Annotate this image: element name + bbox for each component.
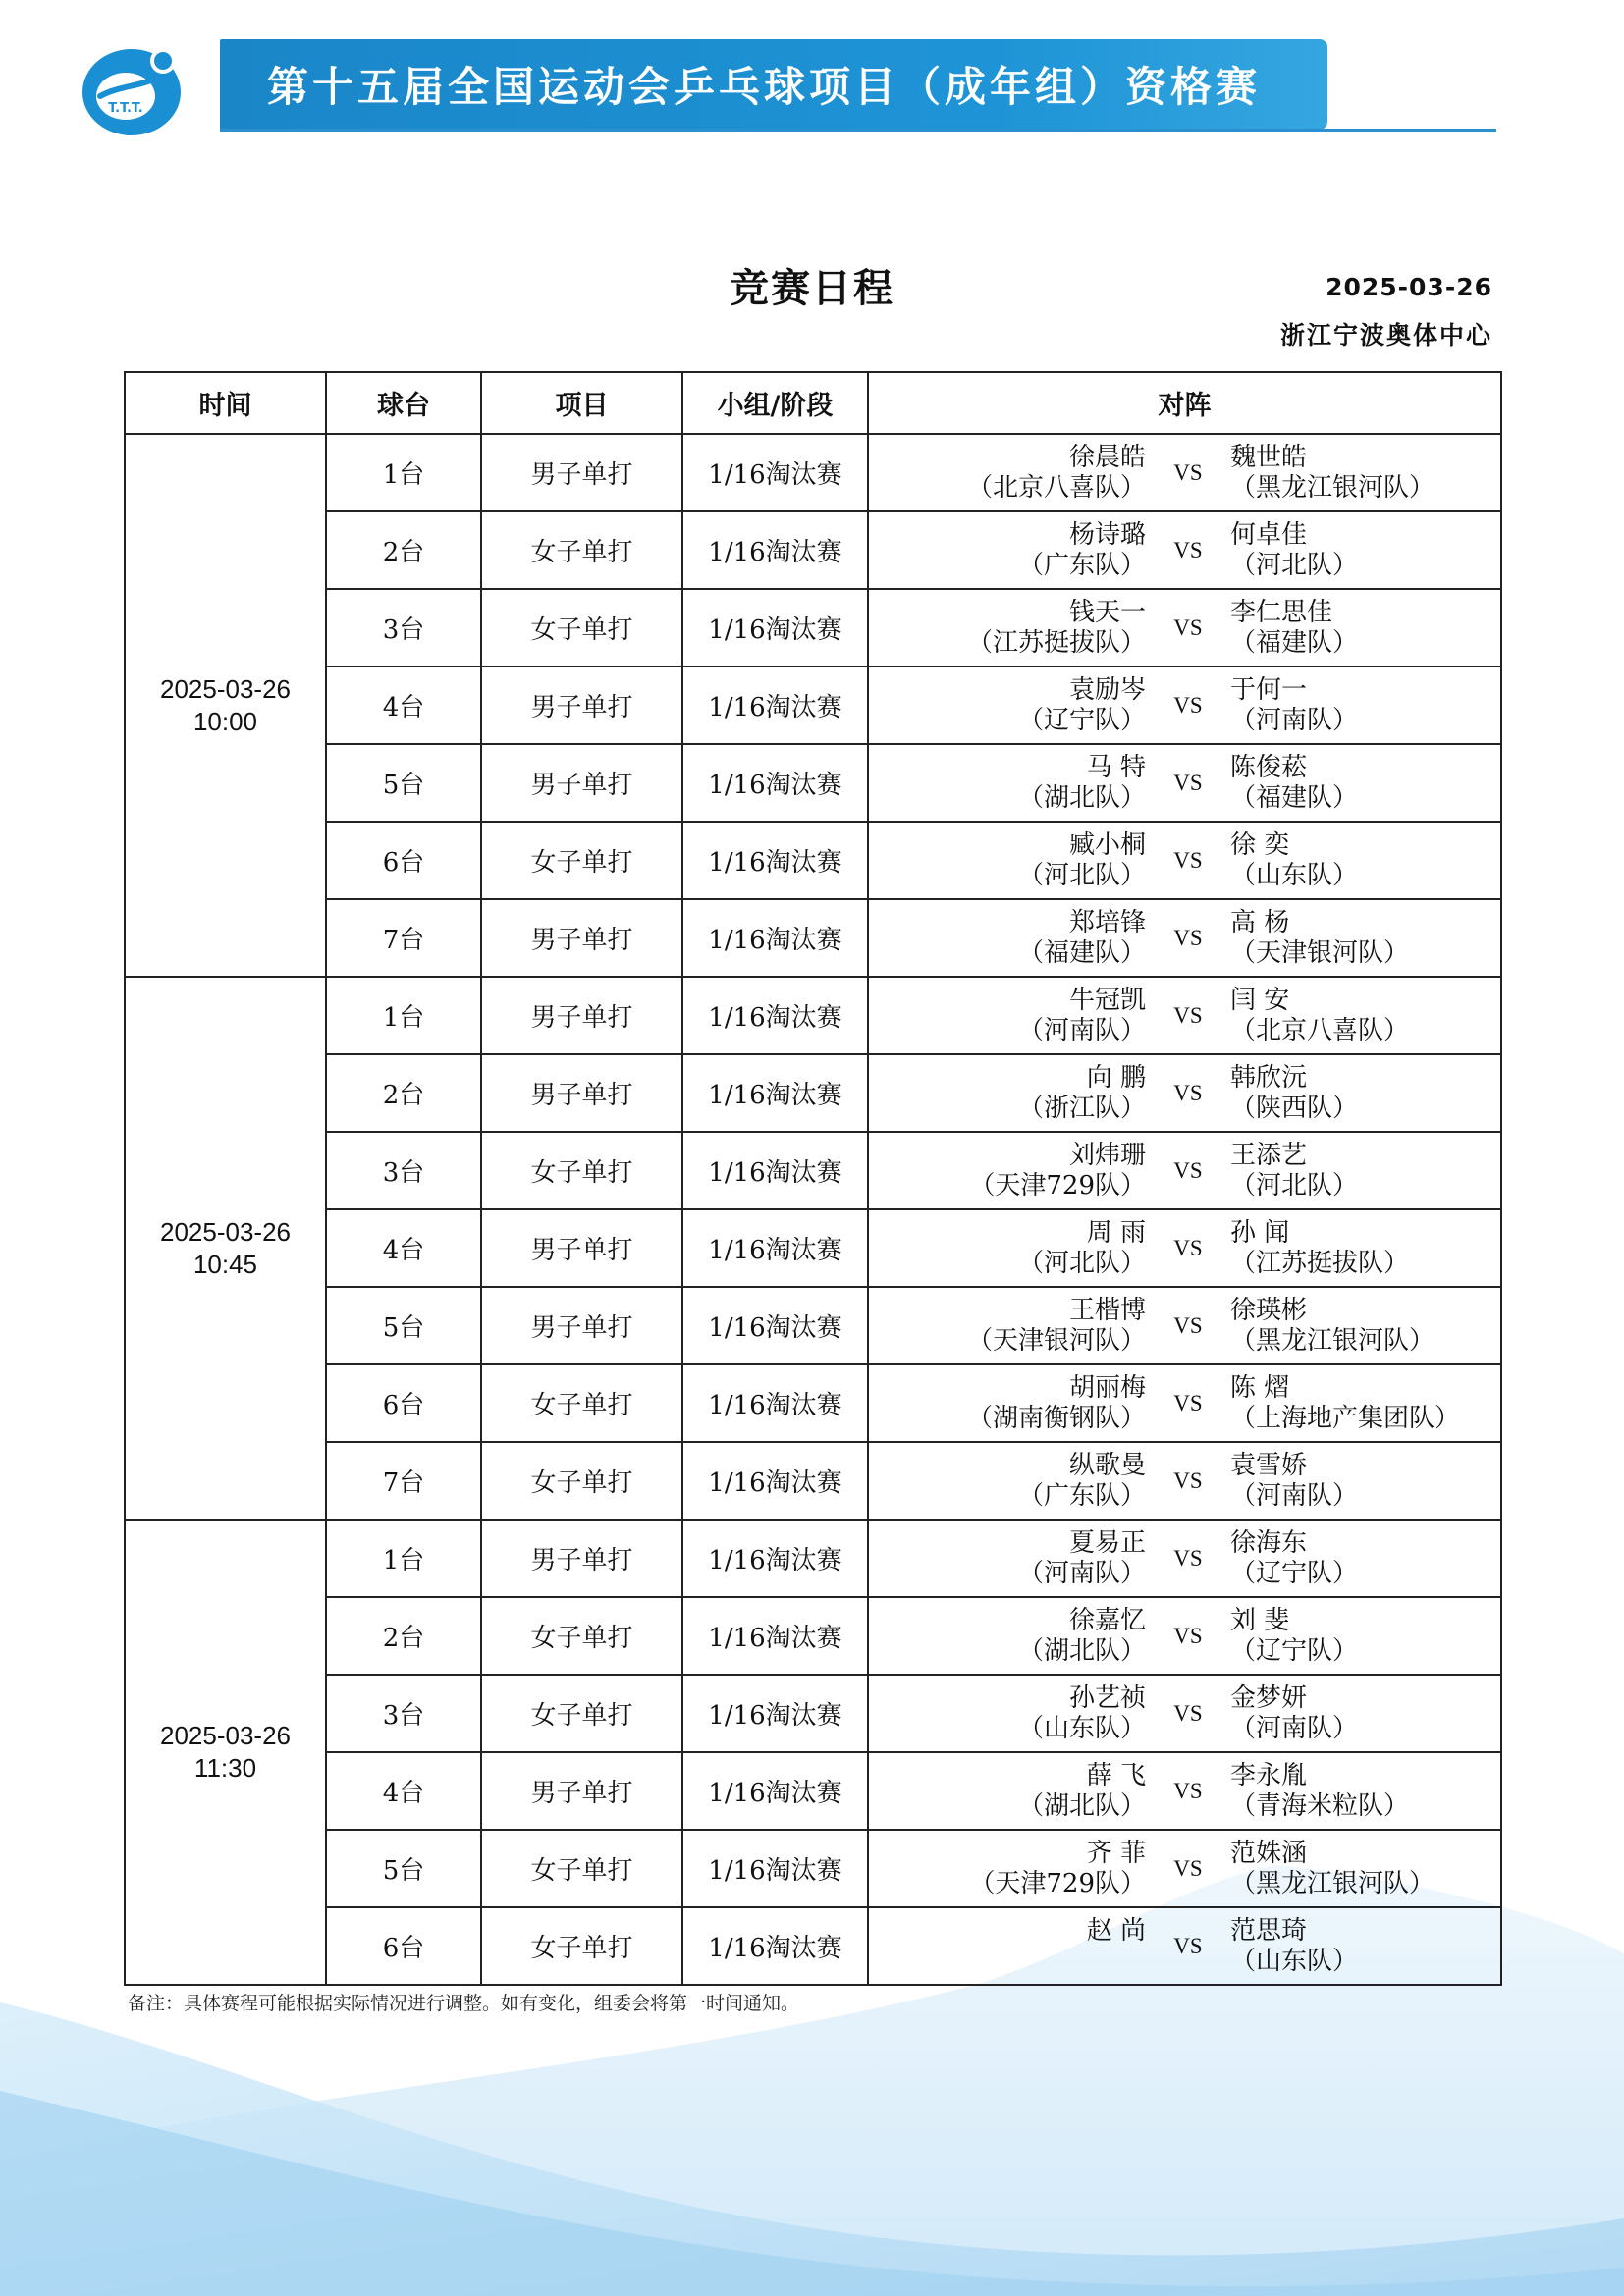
event-name: 女子单打 [481, 1830, 682, 1907]
event-name: 女子单打 [481, 822, 682, 899]
player-1-name: 徐嘉忆 [1068, 1605, 1146, 1635]
vs-label: VS [1173, 925, 1203, 950]
matchup [869, 1443, 1500, 1519]
player-2 [1230, 1141, 1500, 1201]
matchup-cell [868, 822, 1501, 899]
stage-name: 1/16淘汰赛 [682, 1830, 868, 1907]
matchup [869, 667, 1500, 743]
player-1 [869, 1451, 1146, 1512]
player-2 [1230, 986, 1500, 1046]
matchup [869, 435, 1500, 510]
header-stage: 小组/阶段 [682, 372, 868, 434]
player-1 [869, 443, 1146, 504]
matchup [869, 900, 1500, 976]
player-1-team: （天津银河队） [966, 1325, 1146, 1356]
table-tennis-logo [79, 39, 189, 137]
table-row [125, 1132, 1501, 1209]
event-name: 女子单打 [481, 1442, 682, 1520]
vs-label: VS [1173, 537, 1203, 562]
stage-name: 1/16淘汰赛 [682, 1054, 868, 1132]
stage-name: 1/16淘汰赛 [682, 744, 868, 822]
session-time-cell [125, 1520, 326, 1985]
player-1-team: （广东队） [1017, 550, 1146, 580]
event-name: 男子单打 [481, 667, 682, 744]
matchup-cell [868, 1364, 1501, 1442]
table-row [125, 589, 1501, 667]
table-row [125, 1054, 1501, 1132]
player-2 [1230, 1839, 1500, 1899]
player-2-team: （河北队） [1230, 1170, 1359, 1201]
player-2-name: 刘 斐 [1230, 1605, 1290, 1635]
event-name: 女子单打 [481, 1597, 682, 1675]
player-1-name: 夏易正 [1068, 1527, 1146, 1558]
player-1-name: 向 鹏 [1086, 1062, 1146, 1093]
player-2-name: 韩欣沅 [1230, 1062, 1308, 1093]
vs-label: VS [1173, 1700, 1203, 1726]
table-number: 4台 [326, 667, 481, 744]
stage-name: 1/16淘汰赛 [682, 899, 868, 977]
event-name: 男子单打 [481, 1287, 682, 1364]
matchup [869, 978, 1500, 1053]
player-2-team: （福建队） [1230, 782, 1359, 813]
player-1 [869, 1296, 1146, 1357]
table-number: 6台 [326, 1907, 481, 1985]
logo-text: T.T.T. [108, 101, 143, 116]
player-2 [1230, 675, 1500, 736]
player-2-name: 李永胤 [1230, 1760, 1308, 1790]
page-title: 竞赛日程 [730, 265, 894, 311]
player-1-name: 钱天一 [1068, 597, 1146, 627]
player-1-name: 郑培锋 [1068, 907, 1146, 937]
player-1 [869, 1606, 1146, 1667]
table-row [125, 1442, 1501, 1520]
player-2-team: （陕西队） [1230, 1093, 1359, 1123]
table-row [125, 899, 1501, 977]
schedule-body [125, 434, 1501, 1985]
player-2-name: 高 杨 [1230, 907, 1290, 937]
stage-name: 1/16淘汰赛 [682, 589, 868, 667]
vs-label: VS [1173, 1312, 1203, 1338]
player-2 [1230, 1218, 1500, 1279]
event-name: 男子单打 [481, 744, 682, 822]
player-2-team: （黑龙江银河队） [1230, 1325, 1435, 1356]
matchup [869, 1055, 1500, 1131]
matchup-cell [868, 1830, 1501, 1907]
table-row [125, 1675, 1501, 1752]
table-row [125, 1830, 1501, 1907]
player-2 [1230, 1916, 1500, 1977]
table-number: 6台 [326, 1364, 481, 1442]
player-2-team: （江苏挺拔队） [1230, 1248, 1410, 1278]
player-2-name: 徐瑛彬 [1230, 1295, 1308, 1325]
event-name: 女子单打 [481, 1675, 682, 1752]
player-2 [1230, 1451, 1500, 1512]
player-2-name: 金梦妍 [1230, 1682, 1308, 1713]
table-number: 5台 [326, 744, 481, 822]
player-1-team: （山东队） [1017, 1713, 1146, 1743]
player-1-name: 薛 飞 [1086, 1760, 1146, 1790]
session-time: 11:30 [193, 1753, 257, 1783]
player-1 [869, 598, 1146, 659]
matchup-cell [868, 1132, 1501, 1209]
player-1 [869, 1373, 1146, 1434]
stage-name: 1/16淘汰赛 [682, 1907, 868, 1985]
matchup-cell [868, 1675, 1501, 1752]
player-1 [869, 1528, 1146, 1589]
event-name: 女子单打 [481, 1364, 682, 1442]
session-date: 2025-03-26 [160, 1216, 291, 1247]
table-number: 5台 [326, 1830, 481, 1907]
player-2-name: 范姝涵 [1230, 1838, 1308, 1868]
session-time: 10:45 [192, 1249, 258, 1279]
matchup-cell [868, 977, 1501, 1054]
player-1-team: （江苏挺拔队） [966, 627, 1146, 658]
player-1-team: （河南队） [1017, 1558, 1146, 1588]
player-2-name: 李仁思佳 [1230, 597, 1333, 627]
table-number: 7台 [326, 899, 481, 977]
vs-label: VS [1173, 1468, 1203, 1493]
stage-name: 1/16淘汰赛 [682, 1675, 868, 1752]
stage-name: 1/16淘汰赛 [682, 511, 868, 589]
player-1 [869, 986, 1146, 1046]
player-2-team: （北京八喜队） [1230, 1015, 1410, 1045]
matchup-cell [868, 1520, 1501, 1597]
player-2-team: （山东队） [1230, 860, 1359, 890]
matchup [869, 1831, 1500, 1906]
table-row [125, 1209, 1501, 1287]
player-1-name: 臧小桐 [1068, 829, 1146, 860]
player-1-name: 孙艺祯 [1068, 1682, 1146, 1713]
player-1 [869, 1839, 1146, 1899]
stage-name: 1/16淘汰赛 [682, 1287, 868, 1364]
player-2 [1230, 443, 1500, 504]
matchup [869, 823, 1500, 898]
table-number: 2台 [326, 1597, 481, 1675]
session-time: 10:00 [192, 706, 258, 736]
matchup [869, 512, 1500, 588]
table-row [125, 977, 1501, 1054]
event-name: 男子单打 [481, 977, 682, 1054]
vs-label: VS [1173, 1778, 1203, 1803]
table-row [125, 1597, 1501, 1675]
table-number: 3台 [326, 1132, 481, 1209]
matchup [869, 1676, 1500, 1751]
matchup-cell [868, 1907, 1501, 1985]
vs-label: VS [1173, 1002, 1203, 1028]
table-row [125, 434, 1501, 511]
stage-name: 1/16淘汰赛 [682, 1442, 868, 1520]
table-number: 3台 [326, 589, 481, 667]
vs-label: VS [1173, 1080, 1203, 1105]
player-1 [869, 1141, 1146, 1201]
session-time-cell [125, 434, 326, 977]
player-1 [869, 1916, 1146, 1977]
player-1-name: 赵 尚 [1086, 1915, 1146, 1946]
player-1-team: （北京八喜队） [966, 472, 1146, 503]
player-2 [1230, 1528, 1500, 1589]
player-1 [869, 1761, 1146, 1822]
table-number: 4台 [326, 1752, 481, 1830]
matchup [869, 1598, 1500, 1674]
player-2-name: 陈俊菘 [1230, 752, 1308, 782]
matchup-cell [868, 667, 1501, 744]
player-1-team: （河南队） [1017, 1015, 1146, 1045]
matchup-cell [868, 511, 1501, 589]
table-number: 1台 [326, 1520, 481, 1597]
player-2-team: （辽宁队） [1230, 1635, 1359, 1666]
player-2-team: （天津银河队） [1230, 937, 1410, 968]
player-1-team: （湖北队） [1017, 782, 1146, 813]
player-1-name: 袁励岑 [1068, 674, 1146, 705]
table-number: 1台 [326, 434, 481, 511]
matchup [869, 745, 1500, 821]
player-2-team: （河南队） [1230, 1713, 1359, 1743]
vs-label: VS [1173, 1933, 1203, 1958]
matchup-cell [868, 1597, 1501, 1675]
player-2-team: （河南队） [1230, 1480, 1359, 1511]
matchup [869, 1753, 1500, 1829]
matchup-cell [868, 1209, 1501, 1287]
table-row [125, 822, 1501, 899]
event-name: 女子单打 [481, 1907, 682, 1985]
player-2-name: 范思琦 [1230, 1915, 1308, 1946]
player-1 [869, 908, 1146, 969]
player-2-team: （青海米粒队） [1230, 1790, 1410, 1821]
footer-note: 备注：具体赛程可能根据实际情况进行调整。如有变化，组委会将第一时间通知。 [128, 1993, 800, 2014]
player-1-name: 周 雨 [1086, 1217, 1146, 1248]
matchup-cell [868, 1752, 1501, 1830]
matchup-cell [868, 1287, 1501, 1364]
vs-label: VS [1173, 692, 1203, 718]
table-number: 5台 [326, 1287, 481, 1364]
header-event: 项目 [481, 372, 682, 434]
header-matchup: 对阵 [868, 372, 1501, 434]
player-1-team: （湖北队） [1017, 1635, 1146, 1666]
stage-name: 1/16淘汰赛 [682, 434, 868, 511]
player-1-team: （辽宁队） [1017, 705, 1146, 735]
matchup [869, 1365, 1500, 1441]
header-table: 球台 [326, 372, 481, 434]
player-2-team: （河南队） [1230, 705, 1359, 735]
vs-label: VS [1173, 1623, 1203, 1648]
player-2 [1230, 1683, 1500, 1744]
table-number: 4台 [326, 1209, 481, 1287]
table-row [125, 667, 1501, 744]
player-1 [869, 830, 1146, 891]
player-2-team: （黑龙江银河队） [1230, 1868, 1435, 1898]
event-name: 男子单打 [481, 1054, 682, 1132]
player-2 [1230, 830, 1500, 891]
player-1-team: （湖南衡钢队） [966, 1403, 1146, 1433]
vs-label: VS [1173, 1390, 1203, 1415]
matchup [869, 1133, 1500, 1208]
table-header-row [125, 372, 1501, 434]
table-row [125, 1520, 1501, 1597]
vs-label: VS [1173, 1855, 1203, 1881]
header-time: 时间 [125, 372, 326, 434]
matchup-cell [868, 744, 1501, 822]
player-2 [1230, 1296, 1500, 1357]
schedule-date: 2025-03-26 [1326, 273, 1492, 301]
venue: 浙江宁波奥体中心 [1279, 321, 1492, 349]
header-underline [220, 129, 1496, 132]
matchup [869, 1521, 1500, 1596]
player-2 [1230, 753, 1500, 814]
player-1-team [869, 1947, 1146, 1977]
schedule-table [124, 371, 1502, 1986]
stage-name: 1/16淘汰赛 [682, 1209, 868, 1287]
matchup-cell [868, 1054, 1501, 1132]
player-2-name: 孙 闻 [1230, 1217, 1290, 1248]
player-1-name: 杨诗璐 [1068, 519, 1146, 550]
player-1 [869, 1063, 1146, 1124]
matchup-cell [868, 434, 1501, 511]
player-1-team: （广东队） [1017, 1480, 1146, 1511]
header-banner [220, 39, 1327, 130]
vs-label: VS [1173, 614, 1203, 640]
player-2-team: （辽宁队） [1230, 1558, 1359, 1588]
table-number: 1台 [326, 977, 481, 1054]
player-1-name: 马 特 [1086, 752, 1146, 782]
player-1-name: 刘炜珊 [1068, 1140, 1146, 1170]
player-1-team: （河北队） [1017, 860, 1146, 890]
vs-label: VS [1173, 1545, 1203, 1571]
table-row [125, 1364, 1501, 1442]
player-2 [1230, 1761, 1500, 1822]
table-number: 2台 [326, 511, 481, 589]
player-1 [869, 1683, 1146, 1744]
table-row [125, 744, 1501, 822]
player-2 [1230, 1606, 1500, 1667]
stage-name: 1/16淘汰赛 [682, 1597, 868, 1675]
table-number: 3台 [326, 1675, 481, 1752]
player-2 [1230, 1063, 1500, 1124]
vs-label: VS [1173, 1235, 1203, 1260]
player-2-team: （福建队） [1230, 627, 1359, 658]
player-2-name: 王添艺 [1230, 1140, 1308, 1170]
vs-label: VS [1173, 847, 1203, 873]
player-2-name: 何卓佳 [1230, 519, 1308, 550]
matchup-cell [868, 589, 1501, 667]
player-1-name: 齐 菲 [1086, 1838, 1146, 1868]
table-row [125, 1752, 1501, 1830]
player-1-team: （浙江队） [1017, 1093, 1146, 1123]
stage-name: 1/16淘汰赛 [682, 1364, 868, 1442]
matchup [869, 1210, 1500, 1286]
event-name: 女子单打 [481, 511, 682, 589]
session-date: 2025-03-26 [160, 673, 291, 704]
matchup-cell [868, 1442, 1501, 1520]
vs-label: VS [1173, 770, 1203, 795]
event-name: 女子单打 [481, 589, 682, 667]
player-1 [869, 520, 1146, 581]
event-name: 女子单打 [481, 1132, 682, 1209]
player-2-name: 袁雪娇 [1230, 1450, 1308, 1480]
stage-name: 1/16淘汰赛 [682, 1752, 868, 1830]
matchup [869, 590, 1500, 666]
player-2 [1230, 908, 1500, 969]
player-1-team: （湖北队） [1017, 1790, 1146, 1821]
stage-name: 1/16淘汰赛 [682, 1520, 868, 1597]
player-2-team: （黑龙江银河队） [1230, 472, 1435, 503]
session-date: 2025-03-26 [160, 1721, 291, 1750]
stage-name: 1/16淘汰赛 [682, 667, 868, 744]
stage-name: 1/16淘汰赛 [682, 822, 868, 899]
table-row [125, 1907, 1501, 1985]
player-1-team: （河北队） [1017, 1248, 1146, 1278]
table-number: 2台 [326, 1054, 481, 1132]
player-2-team: （上海地产集团队） [1230, 1403, 1461, 1433]
player-1 [869, 753, 1146, 814]
player-2-name: 陈 熠 [1230, 1372, 1290, 1403]
event-name: 男子单打 [481, 899, 682, 977]
player-1-name: 徐晨皓 [1068, 442, 1146, 472]
player-1 [869, 1218, 1146, 1279]
event-name: 男子单打 [481, 1520, 682, 1597]
vs-label: VS [1173, 459, 1203, 485]
table-row [125, 511, 1501, 589]
player-1-team: （福建队） [1017, 937, 1146, 968]
player-1-team: （天津729队） [969, 1170, 1146, 1201]
player-1-name: 纵歌曼 [1068, 1450, 1146, 1480]
player-1-name: 牛冠凯 [1068, 985, 1146, 1015]
event-name: 男子单打 [481, 1209, 682, 1287]
table-number: 6台 [326, 822, 481, 899]
player-2 [1230, 598, 1500, 659]
player-2-name: 徐海东 [1230, 1527, 1308, 1558]
event-name: 男子单打 [481, 434, 682, 511]
matchup [869, 1908, 1500, 1984]
player-2-name: 于何一 [1230, 674, 1308, 705]
player-2-name: 徐 奕 [1230, 829, 1290, 860]
stage-name: 1/16淘汰赛 [682, 977, 868, 1054]
player-2 [1230, 520, 1500, 581]
player-2-team: （河北队） [1230, 550, 1359, 580]
competition-title: 第十五届全国运动会乒乓球项目（成年组）资格赛 [267, 63, 1262, 111]
event-name: 男子单打 [481, 1752, 682, 1830]
table-row [125, 1287, 1501, 1364]
session-time-cell [125, 977, 326, 1520]
matchup-cell [868, 899, 1501, 977]
player-2-name: 闫 安 [1230, 985, 1290, 1015]
player-2 [1230, 1373, 1500, 1434]
player-2-team: （山东队） [1230, 1946, 1359, 1976]
player-1 [869, 675, 1146, 736]
table-number: 7台 [326, 1442, 481, 1520]
player-2-name: 魏世皓 [1230, 442, 1308, 472]
player-1-name: 王楷博 [1068, 1295, 1146, 1325]
player-1-name: 胡丽梅 [1068, 1372, 1146, 1403]
vs-label: VS [1173, 1157, 1203, 1183]
stage-name: 1/16淘汰赛 [682, 1132, 868, 1209]
matchup [869, 1288, 1500, 1363]
player-1-team: （天津729队） [969, 1868, 1146, 1898]
